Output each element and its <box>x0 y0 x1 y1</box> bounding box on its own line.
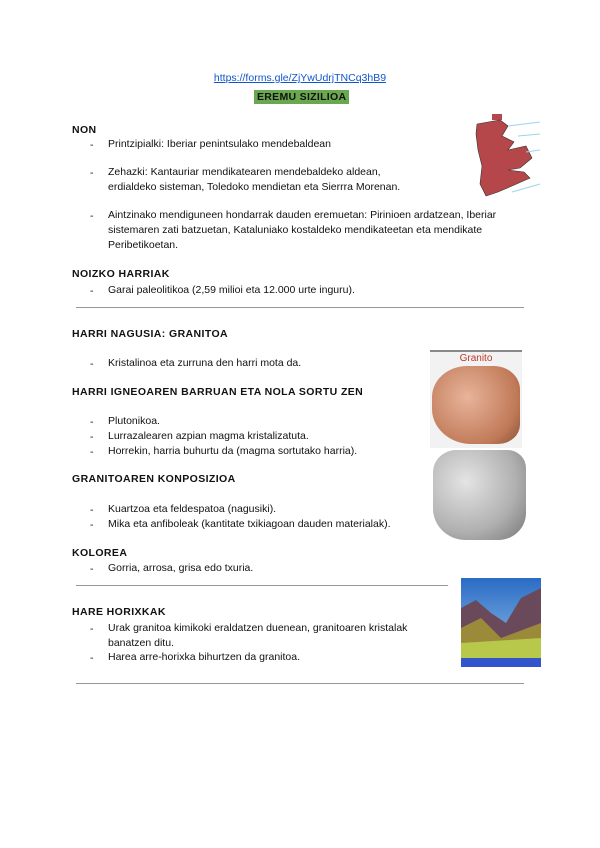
bullet-dash: - <box>90 431 94 443</box>
heading-harri-igneoa: HARRI IGNEOAREN BARRUAN ETA NOLA SORTU ZEN <box>72 386 364 398</box>
bullet-dash: - <box>90 504 94 516</box>
divider <box>76 585 448 586</box>
heading-kolorea: KOLOREA <box>72 547 128 559</box>
bullet-dash: - <box>90 167 94 179</box>
list-item: Aintzinako mendiguneen hondarrak dauden eremuetan: Pirinioen ardatzean, Iberiar sistemaren zati batzuetan, Kataluniako kostaldeko mendikateetan eta mendikate Peribetikoetan. <box>108 209 497 251</box>
bullet-dash: - <box>90 519 94 531</box>
bullet-dash: - <box>90 285 94 297</box>
list-item: Kristalinoa eta zurruna den harri mota da. <box>108 357 302 369</box>
list-item: Urak granitoa kimikoki eraldatzen duenean, granitoaren kristalak banatzen ditu. <box>108 622 408 649</box>
heading-harri-nagusia: HARRI NAGUSIA: GRANITOA <box>72 328 229 340</box>
bullet-dash: - <box>90 652 94 664</box>
iberia-map-image <box>472 106 542 202</box>
bullet-dash: - <box>90 210 94 222</box>
bullet-dash: - <box>90 563 94 575</box>
heading-non: NON <box>72 124 97 136</box>
bullet-dash: - <box>90 416 94 428</box>
heading-hare-horixkak: HARE HORIXKAK <box>72 606 166 618</box>
landscape-image <box>461 578 541 667</box>
bullet-dash: - <box>90 623 94 635</box>
list-item: Kuartzoa eta feldespatoa (nagusiki). <box>108 503 277 515</box>
bullet-dash: - <box>90 358 94 370</box>
list-item: Printzipialki: Iberiar penintsulako mendebaldean <box>108 138 331 150</box>
pink-granite-image <box>430 350 522 448</box>
list-item: Horrekin, harria buhurtu da (magma sortutako harria). <box>108 445 358 457</box>
list-item: Garai paleolitikoa (2,59 milioi eta 12.000 urte inguru). <box>108 284 355 296</box>
heading-noizko-harriak: NOIZKO HARRIAK <box>72 268 170 280</box>
list-item: Gorria, arrosa, grisa edo txuria. <box>108 562 254 574</box>
bullet-dash: - <box>90 139 94 151</box>
list-item: Mika eta anfiboleak (kantitate txikiagoan dauden materialak). <box>108 518 391 530</box>
list-item: Lurrazalearen azpian magma kristalizatuta. <box>108 430 309 442</box>
form-link[interactable]: https://forms.gle/ZjYwUdrjTNCq3hB9 <box>213 72 387 84</box>
page-title: EREMU SIZILIOA <box>254 90 349 104</box>
list-item: Harea arre-horixka bihurtzen da granitoa. <box>108 651 301 663</box>
rock-shape <box>432 366 520 444</box>
heading-konposizioa: GRANITOAREN KONPOSIZIOA <box>72 473 236 485</box>
list-item: Plutonikoa. <box>108 415 160 427</box>
bullet-dash: - <box>90 446 94 458</box>
grey-granite-image <box>433 450 526 540</box>
divider <box>76 307 524 308</box>
list-item: Zehazki: Kantauriar mendikatearen mendebaldeko aldean, erdialdeko sisteman, Toledoko mendietan eta Sierrra Morenan. <box>108 166 401 193</box>
granite-caption: Granito <box>459 353 493 364</box>
divider <box>76 683 524 684</box>
